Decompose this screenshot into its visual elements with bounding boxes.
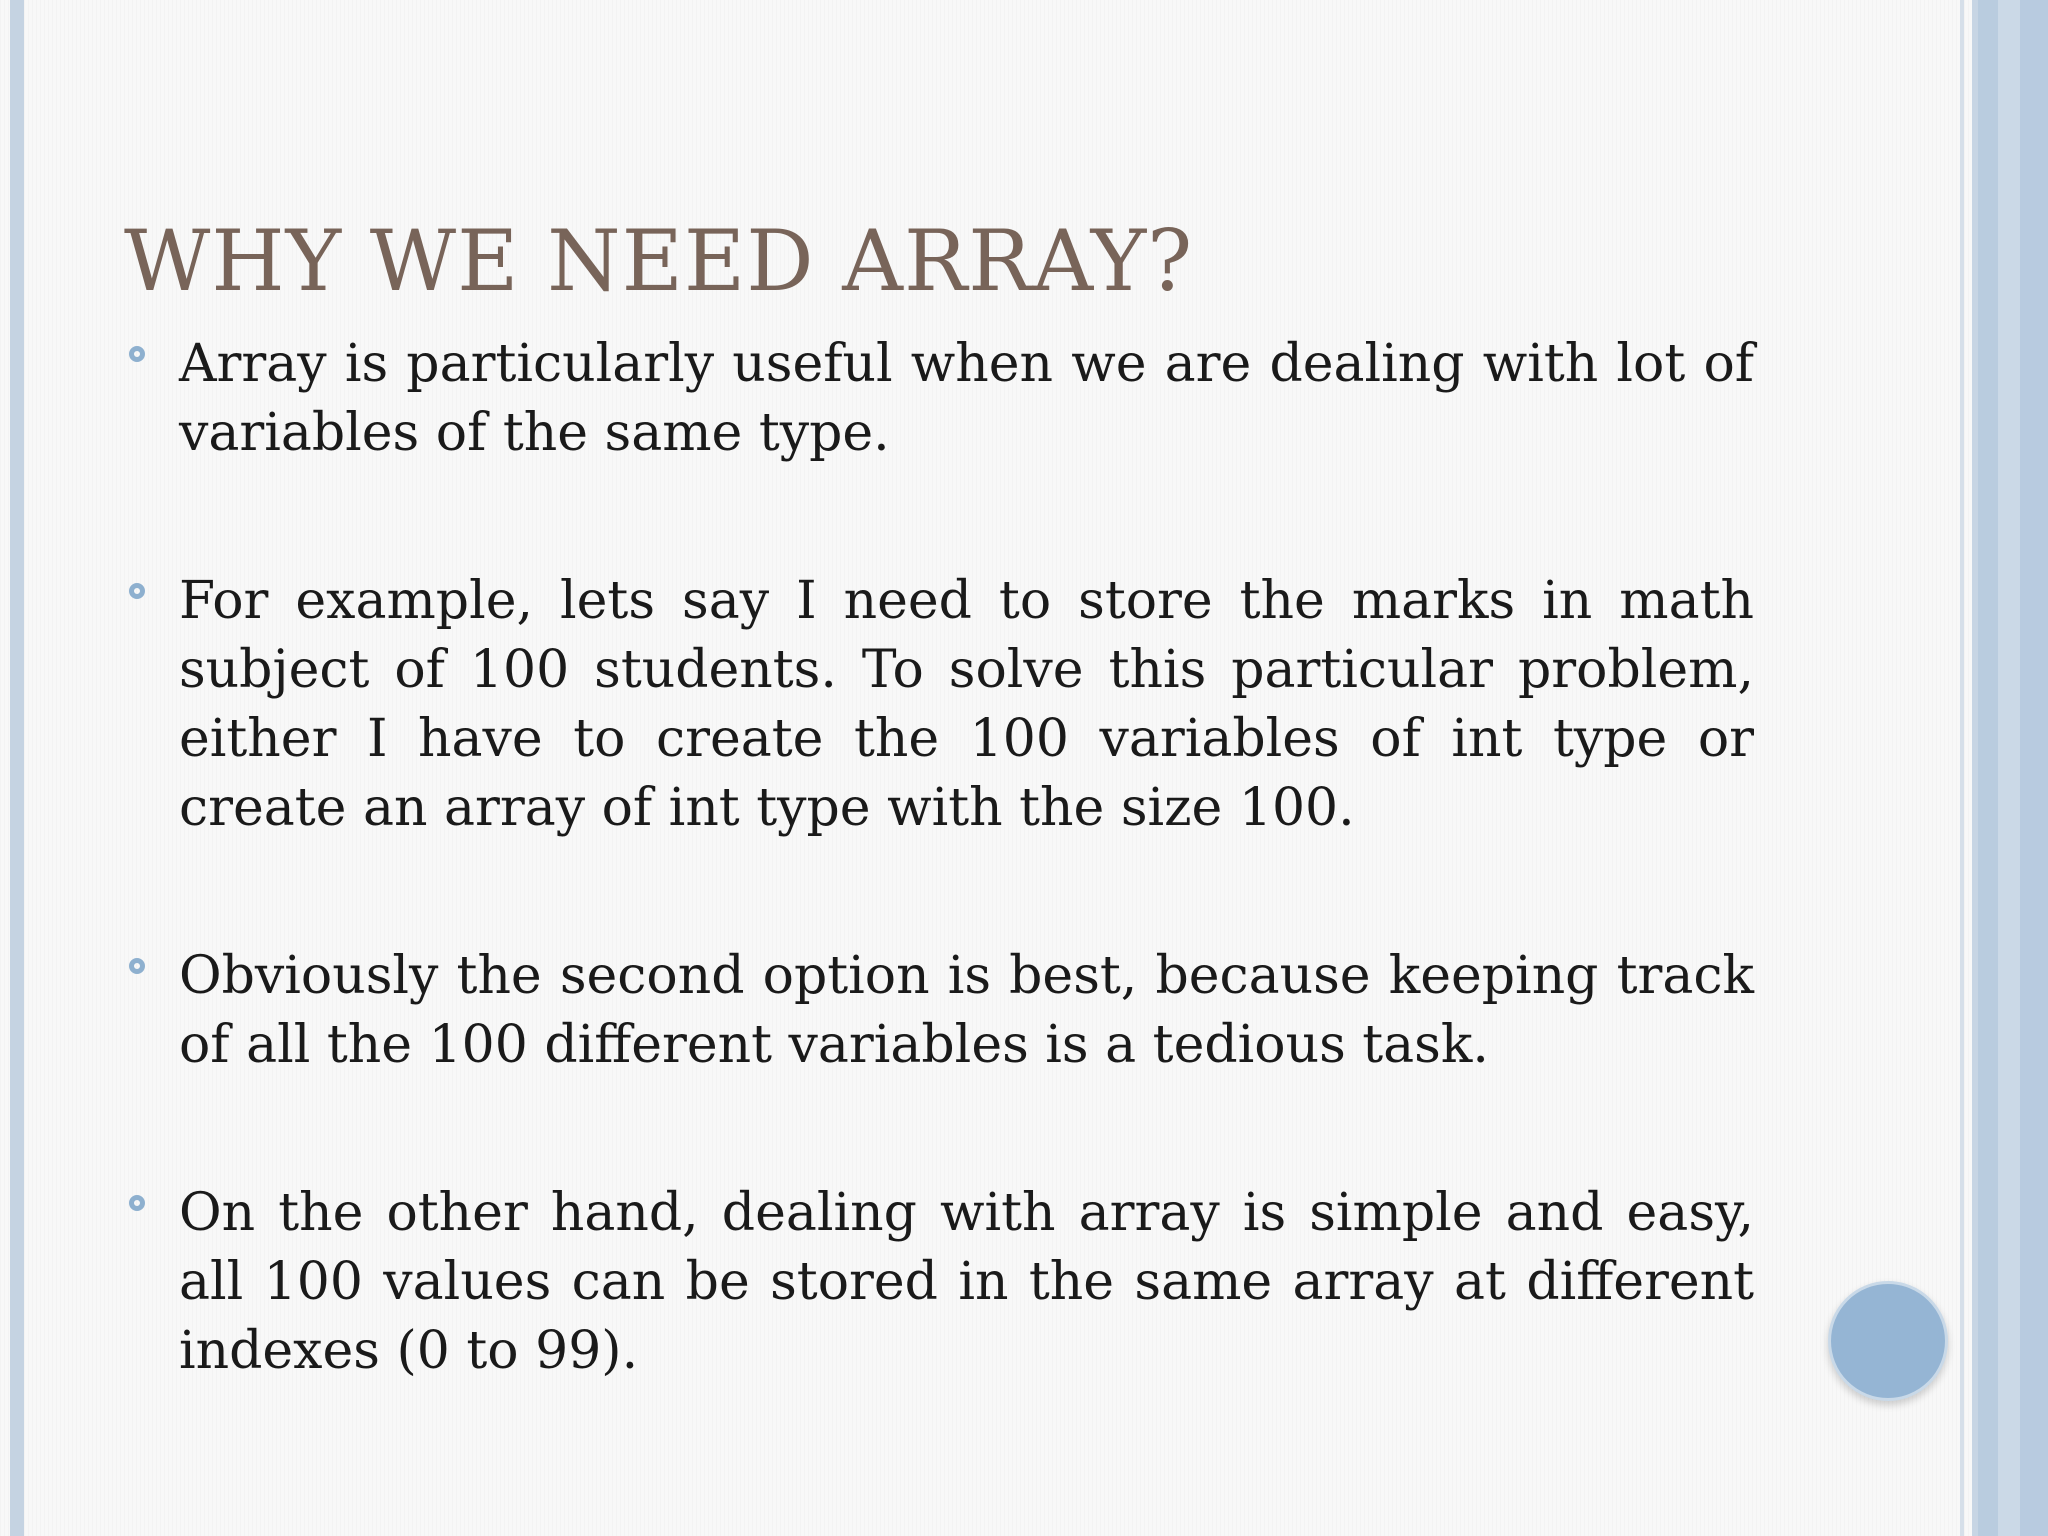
right-decorative-stripe bbox=[2020, 0, 2048, 1536]
bullet-circle-icon bbox=[129, 1195, 145, 1211]
blue-circle-ornament-icon bbox=[1828, 1281, 1948, 1401]
bullet-item bbox=[124, 942, 1754, 1080]
right-decorative-stripe bbox=[1998, 0, 2020, 1536]
bullet-circle-icon bbox=[129, 583, 145, 599]
bullet-list bbox=[124, 330, 1754, 1386]
bullet-item bbox=[124, 567, 1754, 843]
bullet-text: Obviously the second option is best, because keeping track of all the 100 different variables is a tedious task. bbox=[179, 946, 1754, 1075]
bullet-circle-icon bbox=[129, 346, 145, 362]
bullet-item bbox=[124, 1179, 1754, 1386]
bullet-text: For example, lets say I need to store the marks in math subject of 100 students. To solve this particular problem, either I have to create the 100 variables of int type or create an array of int type with the size 100. bbox=[179, 571, 1754, 838]
bullet-item bbox=[124, 330, 1754, 468]
bullet-text: On the other hand, dealing with array is simple and easy, all 100 values can be stored in the same array at different indexes (0 to 99). bbox=[179, 1183, 1754, 1381]
bullet-text: Array is particularly useful when we are dealing with lot of variables of the same type. bbox=[179, 334, 1754, 463]
right-decorative-stripe bbox=[1960, 0, 1964, 1536]
bullet-circle-icon bbox=[129, 958, 145, 974]
slide-title: WHY WE NEED ARRAY? bbox=[124, 212, 1194, 310]
left-border-rule bbox=[10, 0, 24, 1536]
right-decorative-stripe bbox=[1978, 0, 1998, 1536]
